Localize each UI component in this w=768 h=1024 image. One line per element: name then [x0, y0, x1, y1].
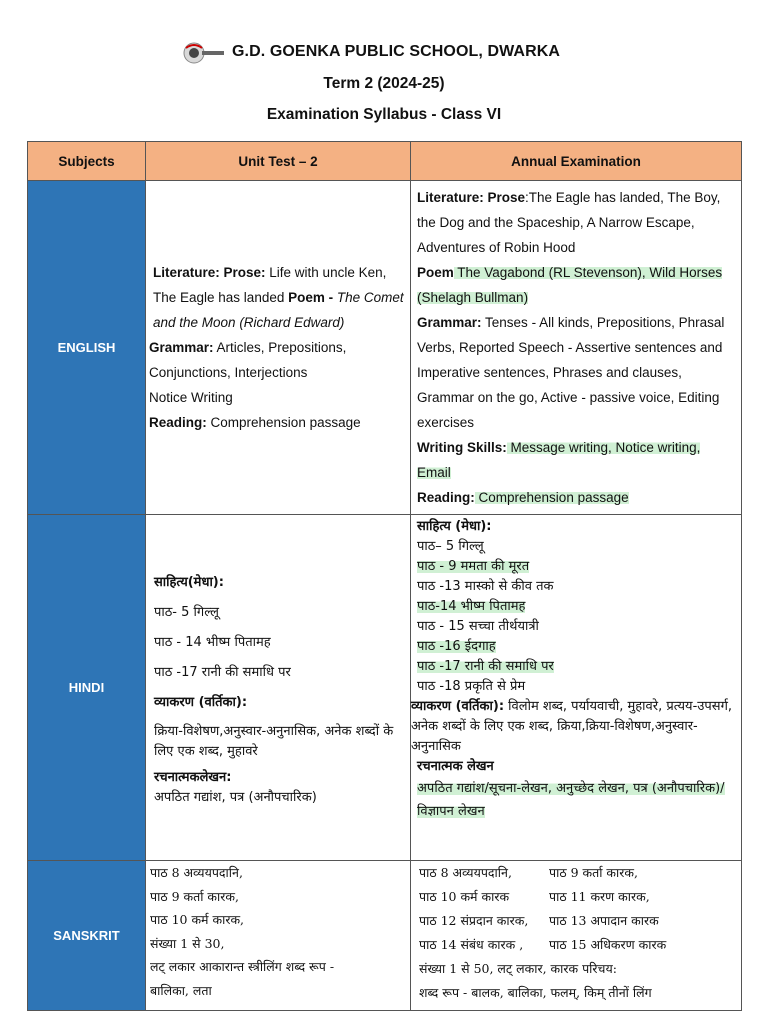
hin-an-lesson-9: पाठ - 9 ममता की मूरत [417, 559, 530, 574]
header-subjects: Subjects [28, 142, 146, 181]
hin-an-sahitya: साहित्य (मेधा): [417, 519, 492, 534]
sk-an-item: पाठ 10 कर्म कारक [419, 889, 510, 904]
hin-an-rachna-text [411, 777, 739, 823]
sanskrit-annual [411, 861, 742, 1011]
sk-an-item: पाठ 9 कर्ता कारक, [549, 865, 638, 880]
hin-an-lesson-17: पाठ -17 रानी की समाधि पर [417, 659, 554, 674]
eng-an-reading-label: Reading: [417, 490, 475, 505]
sk-an-item: संख्या 1 से 50, लट् लकार, कारक परिचय: [419, 961, 617, 976]
hin-an-lesson-16: पाठ -16 ईदगाह [417, 639, 496, 654]
eng-ut-notice: Notice Writing [149, 390, 233, 405]
eng-ut-poem-text: The Comet and the Moon (Richard Edward) [153, 290, 404, 330]
subject-sanskrit: SANSKRIT [28, 861, 146, 1011]
header-annual: Annual Examination [411, 142, 742, 181]
list-item: पाठ - 14 भीष्म पितामह [154, 634, 271, 650]
eng-ut-poem-label: Poem - [288, 290, 334, 305]
hin-ut-vyakaran-text: क्रिया-विशेषण,अनुस्वार-अनुनासिक, अनेक शब्दों के लिए एक शब्द, मुहावरे [154, 723, 394, 759]
list-item: पाठ - 15 सच्चा तीर्थयात्री [417, 619, 539, 634]
list-item [419, 981, 735, 1005]
hindi-unit-test [146, 515, 411, 861]
eng-ut-lit-label: Literature: Prose: [153, 265, 266, 280]
list-item: पाठ 8 अव्ययपदानि, [150, 865, 243, 880]
list-item: पाठ -13 मास्को से कीव तक [417, 579, 554, 594]
list-item [419, 861, 735, 885]
header-unit-test: Unit Test – 2 [146, 142, 411, 181]
table-row-hindi [28, 515, 742, 861]
eng-an-lit-label: Literature: Prose [417, 190, 526, 205]
list-item [419, 933, 735, 957]
sanskrit-unit-test [146, 861, 411, 1011]
list-item [419, 957, 735, 981]
english-annual [411, 181, 742, 515]
hin-an-rachna-content: अपठित गद्यांश/सूचना-लेखन, अनुच्छेद लेखन, पत्र (अनौपचारिक)/ विज्ञापन लेखन [417, 781, 725, 819]
list-item [419, 909, 735, 933]
hin-an-vyakaran: व्याकरण (वर्तिका): [411, 699, 505, 714]
english-unit-test [146, 181, 411, 515]
hin-ut-rachna-text: अपठित गद्यांश, पत्र (अनौपचारिक) [154, 789, 317, 805]
hin-ut-vyakaran: व्याकरण (वर्तिका): [154, 694, 248, 710]
list-item [411, 597, 739, 617]
hin-ut-rachna: रचनात्मकलेखन: [154, 769, 232, 785]
list-item [411, 557, 739, 577]
list-item: लट् लकार आकारान्त स्त्रीलिंग शब्द रूप - [150, 959, 335, 974]
list-item: पाठ- 5 गिल्लू [154, 604, 219, 620]
eng-an-grammar-label: Grammar: [417, 315, 482, 330]
list-item: पाठ -17 रानी की समाधि पर [154, 664, 291, 680]
list-item [419, 885, 735, 909]
hin-ut-sahitya: साहित्य(मेधा): [154, 574, 224, 590]
subject-english: ENGLISH [28, 181, 146, 515]
list-item [411, 657, 739, 677]
list-item: पाठ 9 कर्ता कारक, [150, 888, 239, 904]
sk-an-item: पाठ 13 अपादान कारक [549, 913, 659, 928]
hin-an-rachna: रचनात्मक लेखन [417, 759, 494, 774]
term-title: Term 2 (2024-25) [323, 75, 445, 92]
eng-ut-reading-label: Reading: [149, 415, 207, 430]
list-item [411, 637, 739, 657]
sk-an-item: शब्द रूप - बालक, बालिका, फलम्, किम् तीनों लिंग [419, 985, 652, 1000]
hin-an-vyakaran-text: विलोम शब्द, पर्यायवाची, मुहावरे, प्रत्यय-उपसर्ग, [504, 699, 733, 714]
eng-an-lit-text: :The Eagle has landed, The Boy, the Dog and the Spaceship, A Narrow Escape, Adventures of Robin Hood [417, 190, 721, 255]
eng-an-writing-label: Writing Skills: [417, 440, 507, 455]
subject-hindi: HINDI [28, 515, 146, 861]
sk-an-item: पाठ 14 संबंध कारक , [419, 937, 524, 952]
school-logo-icon [182, 40, 226, 66]
hindi-annual [411, 515, 742, 861]
list-item: संख्या 1 से 30, [150, 935, 225, 951]
sk-an-item: पाठ 8 अव्ययपदानि, [419, 865, 512, 880]
eng-an-poem-label: Poem [417, 265, 454, 280]
sk-an-item: पाठ 11 करण कारक, [549, 889, 650, 904]
hin-an-vyakaran-text2: अनेक शब्दों के लिए एक शब्द, क्रिया,क्रिया-विशेषण,अनुस्वार-अनुनासिक [411, 719, 698, 754]
eng-ut-grammar-text: Articles, Prepositions, Conjunctions, Interjections [149, 340, 347, 380]
eng-ut-reading-text: Comprehension passage [206, 415, 361, 430]
table-row-english [28, 181, 742, 515]
syllabus-table [27, 141, 742, 1011]
table-row-sanskrit [28, 861, 742, 1011]
list-item: पाठ 10 कर्म कारक, [150, 912, 245, 927]
list-item: बालिका, लता [150, 982, 212, 998]
sk-an-item: पाठ 15 अधिकरण कारक [549, 937, 667, 952]
hin-an-lesson-14: पाठ-14 भीष्म पितामह [417, 599, 526, 614]
eng-an-poem-text: The Vagabond (RL Stevenson), Wild Horses (Shelagh Bullman) [417, 265, 723, 305]
eng-an-grammar-text: Tenses - All kinds, Prepositions, Phrasal Verbs, Reported Speech - Assertive sentences and Imperative sentences, Phrases and clauses, Grammar on the go, Active - passive voice, Editing exercises [417, 315, 725, 430]
eng-ut-grammar-label: Grammar: [149, 340, 214, 355]
eng-an-reading-text: Comprehension passage [474, 490, 629, 505]
list-item: पाठ– 5 गिल्लू [417, 539, 484, 554]
eng-an-writing-text: Message writing, Notice writing, Email [417, 440, 701, 480]
document-header [0, 0, 768, 140]
table-header-row [28, 142, 742, 181]
sk-an-item: पाठ 12 संप्रदान कारक, [419, 913, 529, 928]
eng-ut-lit-text: Life with uncle Ken, The Eagle has landed [153, 265, 387, 305]
list-item: पाठ -18 प्रकृति से प्रेम [417, 679, 526, 694]
document-title: Examination Syllabus - Class VI [266, 106, 502, 123]
school-name: G.D. GOENKA PUBLIC SCHOOL, DWARKA [232, 43, 561, 60]
